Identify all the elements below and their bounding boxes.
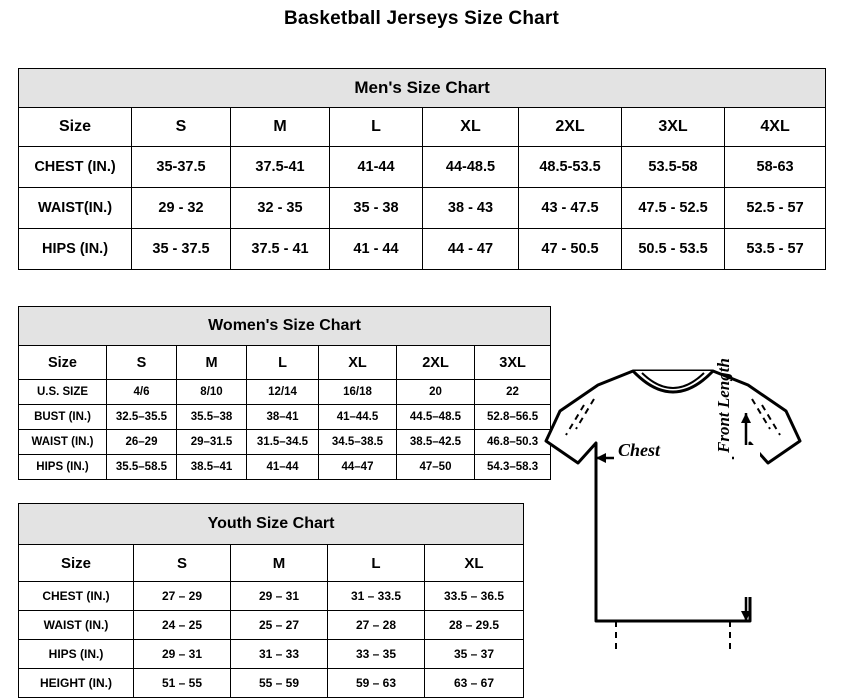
table-cell: 41 - 44 — [330, 229, 423, 270]
column-header: XL — [319, 346, 397, 380]
table-cell: 25 – 27 — [231, 611, 328, 640]
table-cell: 29–31.5 — [177, 430, 247, 455]
mens-size-table — [18, 68, 826, 270]
column-header: Size — [19, 108, 132, 147]
table-row — [19, 229, 826, 270]
table-cell: 50.5 - 53.5 — [622, 229, 725, 270]
youth-size-table — [18, 503, 524, 698]
table-cell: 37.5 - 41 — [231, 229, 330, 270]
row-label: HEIGHT (IN.) — [19, 669, 134, 698]
table-cell: 28 – 29.5 — [425, 611, 524, 640]
column-header: XL — [423, 108, 519, 147]
table-row — [19, 430, 551, 455]
table-cell: 29 – 31 — [231, 582, 328, 611]
youth-size-chart — [18, 503, 523, 698]
mens-size-chart — [18, 68, 825, 270]
table-cell: 38.5–41 — [177, 455, 247, 480]
table-cell: 44.5–48.5 — [397, 405, 475, 430]
table-row — [19, 380, 551, 405]
table-cell: 4/6 — [107, 380, 177, 405]
table-cell: 35 - 37.5 — [132, 229, 231, 270]
table-cell: 46.8–50.3 — [475, 430, 551, 455]
table-row — [19, 147, 826, 188]
column-header: XL — [425, 545, 524, 582]
row-label: HIPS (IN.) — [19, 455, 107, 480]
table-cell: 53.5-58 — [622, 147, 725, 188]
table-header-row — [19, 545, 524, 582]
column-header: M — [231, 545, 328, 582]
column-header: S — [132, 108, 231, 147]
womens-size-chart — [18, 306, 550, 480]
front-length-measure-label: Front Length — [714, 358, 733, 453]
chest-measure-label: Chest — [618, 440, 661, 460]
table-cell: 35 - 38 — [330, 188, 423, 229]
table-cell: 47 - 50.5 — [519, 229, 622, 270]
table-row — [19, 611, 524, 640]
table-cell: 12/14 — [247, 380, 319, 405]
jersey-outline-icon — [538, 363, 834, 673]
table-header-row — [19, 346, 551, 380]
table-cell: 31 – 33 — [231, 640, 328, 669]
table-row — [19, 188, 826, 229]
youth-caption: Youth Size Chart — [19, 504, 524, 545]
table-row — [19, 640, 524, 669]
table-cell: 20 — [397, 380, 475, 405]
table-cell: 44–47 — [319, 455, 397, 480]
table-cell: 59 – 63 — [328, 669, 425, 698]
column-header: 4XL — [725, 108, 826, 147]
table-cell: 43 - 47.5 — [519, 188, 622, 229]
table-cell: 32.5–35.5 — [107, 405, 177, 430]
column-header: 3XL — [475, 346, 551, 380]
table-cell: 29 – 31 — [134, 640, 231, 669]
table-cell: 34.5–38.5 — [319, 430, 397, 455]
column-header: M — [231, 108, 330, 147]
table-cell: 8/10 — [177, 380, 247, 405]
column-header: Size — [19, 346, 107, 380]
table-cell: 22 — [475, 380, 551, 405]
table-cell: 38 - 43 — [423, 188, 519, 229]
column-header: L — [328, 545, 425, 582]
row-label: CHEST (IN.) — [19, 582, 134, 611]
table-cell: 63 – 67 — [425, 669, 524, 698]
table-cell: 41–44 — [247, 455, 319, 480]
table-cell: 33.5 – 36.5 — [425, 582, 524, 611]
mens-caption: Men's Size Chart — [19, 69, 826, 108]
column-header: S — [134, 545, 231, 582]
womens-size-table — [18, 306, 551, 480]
table-cell: 35.5–38 — [177, 405, 247, 430]
table-cell: 26–29 — [107, 430, 177, 455]
table-cell: 37.5-41 — [231, 147, 330, 188]
table-cell: 58-63 — [725, 147, 826, 188]
row-label: WAIST(IN.) — [19, 188, 132, 229]
column-header: 2XL — [519, 108, 622, 147]
column-header: M — [177, 346, 247, 380]
column-header: Size — [19, 545, 134, 582]
table-header-row — [19, 108, 826, 147]
table-cell: 41–44.5 — [319, 405, 397, 430]
row-label: WAIST (IN.) — [19, 430, 107, 455]
jersey-measurement-diagram — [538, 358, 834, 673]
table-cell: 27 – 28 — [328, 611, 425, 640]
table-cell: 51 – 55 — [134, 669, 231, 698]
column-header: 3XL — [622, 108, 725, 147]
table-cell: 44-48.5 — [423, 147, 519, 188]
table-cell: 41-44 — [330, 147, 423, 188]
table-caption-row — [19, 504, 524, 545]
table-cell: 35 – 37 — [425, 640, 524, 669]
table-row — [19, 455, 551, 480]
column-header: L — [330, 108, 423, 147]
table-cell: 29 - 32 — [132, 188, 231, 229]
shirt-body-path — [546, 371, 800, 621]
table-cell: 52.5 - 57 — [725, 188, 826, 229]
row-label: HIPS (IN.) — [19, 640, 134, 669]
table-cell: 38–41 — [247, 405, 319, 430]
table-cell: 52.8–56.5 — [475, 405, 551, 430]
table-cell: 33 – 35 — [328, 640, 425, 669]
table-cell: 31.5–34.5 — [247, 430, 319, 455]
table-cell: 47.5 - 52.5 — [622, 188, 725, 229]
table-cell: 55 – 59 — [231, 669, 328, 698]
table-cell: 35.5–58.5 — [107, 455, 177, 480]
table-cell: 35-37.5 — [132, 147, 231, 188]
page-title: Basketball Jerseys Size Chart — [283, 8, 560, 29]
table-cell: 32 - 35 — [231, 188, 330, 229]
table-caption-row — [19, 307, 551, 346]
table-cell: 47–50 — [397, 455, 475, 480]
table-cell: 38.5–42.5 — [397, 430, 475, 455]
table-cell: 53.5 - 57 — [725, 229, 826, 270]
table-cell: 48.5-53.5 — [519, 147, 622, 188]
table-row — [19, 405, 551, 430]
row-label: BUST (IN.) — [19, 405, 107, 430]
column-header: S — [107, 346, 177, 380]
column-header: L — [247, 346, 319, 380]
column-header: 2XL — [397, 346, 475, 380]
row-label: CHEST (IN.) — [19, 147, 132, 188]
table-cell: 44 - 47 — [423, 229, 519, 270]
row-label: U.S. SIZE — [19, 380, 107, 405]
table-caption-row — [19, 69, 826, 108]
front-length-label-mask — [734, 445, 760, 597]
table-cell: 54.3–58.3 — [475, 455, 551, 480]
table-cell: 24 – 25 — [134, 611, 231, 640]
womens-caption: Women's Size Chart — [19, 307, 551, 346]
table-row — [19, 669, 524, 698]
table-cell: 31 – 33.5 — [328, 582, 425, 611]
row-label: HIPS (IN.) — [19, 229, 132, 270]
table-row — [19, 582, 524, 611]
table-cell: 27 – 29 — [134, 582, 231, 611]
row-label: WAIST (IN.) — [19, 611, 134, 640]
table-cell: 16/18 — [319, 380, 397, 405]
